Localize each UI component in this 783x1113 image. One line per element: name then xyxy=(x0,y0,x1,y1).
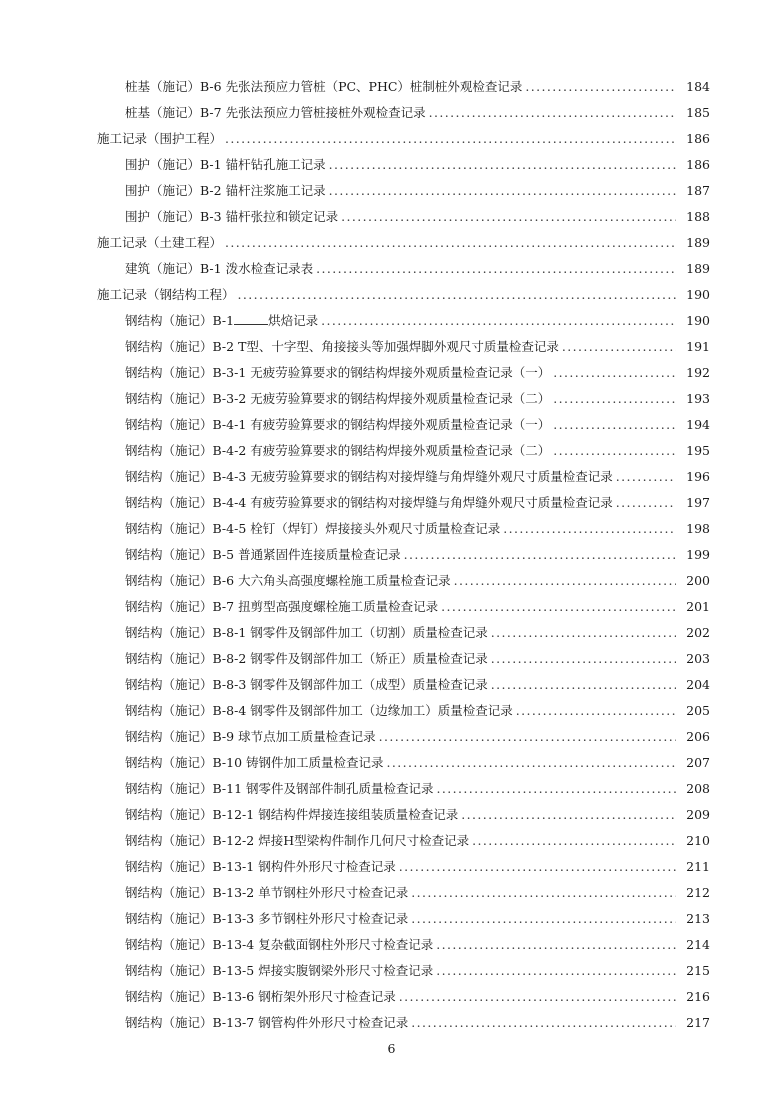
toc-entry-title xyxy=(125,883,408,901)
toc-entry-title xyxy=(125,909,408,927)
toc-entry-page: 210 xyxy=(686,832,710,848)
toc-entry-title xyxy=(125,1013,408,1031)
toc-entry-title-text: 钢结构（施记）B-6 大六角头高强度螺栓施工质量检查记录 xyxy=(125,573,451,588)
dot-leader xyxy=(321,313,676,328)
toc-entry[interactable] xyxy=(0,775,783,801)
toc-entry-title-text: 钢结构（施记）B-2 T型、十字型、角接接头等加强焊脚外观尺寸质量检查记录 xyxy=(125,339,559,354)
dot-leader xyxy=(437,781,676,796)
toc-entry-title-text: 施工记录（土建工程） xyxy=(97,235,223,250)
toc-entry-title xyxy=(125,207,338,225)
toc-entry-title-suffix: 烘焙记录 xyxy=(268,313,319,328)
toc-entry-page: 216 xyxy=(686,988,710,1004)
toc-entry[interactable] xyxy=(0,931,783,957)
dot-leader xyxy=(525,79,676,94)
toc-entry-title-text: 钢结构（施记）B-4-4 有疲劳验算要求的钢结构对接焊缝与角焊缝外观尺寸质量检查记录 xyxy=(125,495,613,510)
toc-entry-title-text: 桩基（施记）B-7 先张法预应力管桩接桩外观检查记录 xyxy=(125,105,426,120)
toc-entry-title-text: 钢结构（施记）B-7 扭剪型高强度螺栓施工质量检查记录 xyxy=(125,599,439,614)
toc-entry[interactable] xyxy=(0,515,783,541)
toc-entry-title xyxy=(125,415,550,433)
toc-entry-title-text: 施工记录（钢结构工程） xyxy=(97,287,235,302)
toc-entry-title-text: 围护（施记）B-1 锚杆钻孔施工记录 xyxy=(125,157,326,172)
dot-leader xyxy=(436,937,676,952)
toc-entry-title xyxy=(125,753,384,771)
toc-entry-page: 184 xyxy=(686,78,710,94)
toc-section-entry[interactable] xyxy=(0,281,783,307)
toc-entry-title-text: 钢结构（施记）B-4-2 有疲劳验算要求的钢结构焊接外观质量检查记录（二） xyxy=(125,443,551,458)
toc-entry-title-text: 钢结构（施记）B-13-4 复杂截面钢柱外形尺寸检查记录 xyxy=(125,937,434,952)
toc-entry-page: 215 xyxy=(686,962,710,978)
toc-entry-title-text: 钢结构（施记）B-13-5 焊接实腹钢梁外形尺寸检查记录 xyxy=(125,963,434,978)
dot-leader xyxy=(399,989,676,1004)
table-of-contents xyxy=(0,73,783,1035)
toc-entry-page: 211 xyxy=(686,858,710,874)
toc-entry-title xyxy=(125,337,559,355)
toc-entry-title-text: 桩基（施记）B-6 先张法预应力管桩（PC、PHC）桩制桩外观检查记录 xyxy=(125,79,523,94)
toc-entry-title xyxy=(125,597,438,615)
toc-entry-page: 202 xyxy=(686,624,710,640)
toc-entry-title xyxy=(97,233,222,251)
toc-entry-title-text: 钢结构（施记）B-12-2 焊接H型梁构件制作几何尺寸检查记录 xyxy=(125,833,470,848)
toc-entry-page: 193 xyxy=(686,390,710,406)
toc-entry-title xyxy=(125,675,488,693)
toc-entry-page: 188 xyxy=(686,208,710,224)
dot-leader xyxy=(491,651,676,666)
toc-entry-title xyxy=(125,961,433,979)
toc-entry-title xyxy=(125,701,513,719)
toc-entry-title-text: 围护（施记）B-3 锚杆张拉和锁定记录 xyxy=(125,209,339,224)
toc-entry-page: 214 xyxy=(686,936,710,952)
toc-entry-title xyxy=(125,493,613,511)
toc-entry-title-text: 钢结构（施记）B-11 钢零件及钢部件制孔质量检查记录 xyxy=(125,781,434,796)
toc-entry-page: 198 xyxy=(686,520,710,536)
toc-entry-title-text: 钢结构（施记）B-13-3 多节钢柱外形尺寸检查记录 xyxy=(125,911,409,926)
toc-entry[interactable] xyxy=(0,905,783,931)
toc-entry[interactable] xyxy=(0,619,783,645)
dot-leader xyxy=(436,963,676,978)
dot-leader xyxy=(491,677,676,692)
dot-leader xyxy=(411,911,676,926)
dot-leader xyxy=(411,1015,676,1030)
toc-entry-title-text: 钢结构（施记）B-13-1 钢构件外形尺寸检查记录 xyxy=(125,859,396,874)
toc-entry[interactable] xyxy=(0,801,783,827)
toc-entry[interactable] xyxy=(0,697,783,723)
dot-leader xyxy=(329,183,676,198)
dot-leader xyxy=(472,833,676,848)
toc-entry-page: 208 xyxy=(686,780,710,796)
dot-leader xyxy=(616,495,676,510)
toc-entry[interactable] xyxy=(0,1009,783,1035)
toc-entry-title xyxy=(125,363,550,381)
toc-entry-page: 185 xyxy=(686,104,710,120)
dot-leader xyxy=(553,365,676,380)
toc-entry[interactable] xyxy=(0,749,783,775)
toc-entry[interactable] xyxy=(0,203,783,229)
toc-entry-title-text: 钢结构（施记）B-4-3 无疲劳验算要求的钢结构对接焊缝与角焊缝外观尺寸质量检查记录 xyxy=(125,469,613,484)
toc-entry[interactable] xyxy=(0,177,783,203)
toc-entry[interactable] xyxy=(0,437,783,463)
toc-entry-title xyxy=(125,571,451,589)
toc-entry[interactable] xyxy=(0,411,783,437)
toc-entry[interactable] xyxy=(0,307,783,333)
toc-entry-title xyxy=(125,649,488,667)
toc-entry[interactable] xyxy=(0,359,783,385)
dot-leader xyxy=(399,859,676,874)
toc-entry-page: 212 xyxy=(686,884,710,900)
toc-entry-title-text: 钢结构（施记）B-3-2 无疲劳验算要求的钢结构焊接外观质量检查记录（二） xyxy=(125,391,551,406)
toc-entry-page: 187 xyxy=(686,182,710,198)
toc-entry[interactable] xyxy=(0,151,783,177)
toc-entry-page: 196 xyxy=(686,468,710,484)
dot-leader xyxy=(454,573,676,588)
dot-leader xyxy=(387,755,676,770)
toc-section-entry[interactable] xyxy=(0,125,783,151)
toc-entry-page: 189 xyxy=(686,260,710,276)
toc-entry-title xyxy=(125,103,426,121)
toc-entry-title-text: 建筑（施记）B-1 泼水检查记录表 xyxy=(125,261,314,276)
toc-entry-title-text: 钢结构（施记）B-5 普通紧固件连接质量检查记录 xyxy=(125,547,401,562)
toc-entry[interactable] xyxy=(0,957,783,983)
dot-leader xyxy=(316,261,676,276)
dot-leader xyxy=(553,443,676,458)
toc-entry-page: 195 xyxy=(686,442,710,458)
toc-entry-page: 186 xyxy=(686,130,710,146)
toc-entry-title xyxy=(125,181,326,199)
toc-entry-title-text: 钢结构（施记）B-13-2 单节钢柱外形尺寸检查记录 xyxy=(125,885,409,900)
toc-entry-title xyxy=(125,935,433,953)
toc-entry[interactable] xyxy=(0,73,783,99)
toc-entry-title-text: 围护（施记）B-2 锚杆注浆施工记录 xyxy=(125,183,326,198)
toc-entry-page: 194 xyxy=(686,416,710,432)
dot-leader xyxy=(553,391,676,406)
blank-underline xyxy=(234,313,268,325)
toc-entry-title-text: 钢结构（施记）B-12-1 钢结构件焊接连接组装质量检查记录 xyxy=(125,807,459,822)
toc-entry-title-text: 钢结构（施记）B-8-2 钢零件及钢部件加工（矫正）质量检查记录 xyxy=(125,651,488,666)
toc-entry-page: 190 xyxy=(686,286,710,302)
toc-entry[interactable] xyxy=(0,593,783,619)
toc-entry[interactable] xyxy=(0,645,783,671)
dot-leader xyxy=(329,157,676,172)
dot-leader xyxy=(503,521,676,536)
dot-leader xyxy=(553,417,676,432)
toc-entry-title xyxy=(125,623,488,641)
toc-entry[interactable] xyxy=(0,567,783,593)
dot-leader xyxy=(491,625,676,640)
toc-entry-title-text: 钢结构（施记）B-10 铸钢件加工质量检查记录 xyxy=(125,755,384,770)
dot-leader xyxy=(411,885,676,900)
toc-entry-title xyxy=(125,441,550,459)
toc-entry-page: 197 xyxy=(686,494,710,510)
toc-entry[interactable] xyxy=(0,255,783,281)
toc-entry-page: 206 xyxy=(686,728,710,744)
toc-entry-page: 213 xyxy=(686,910,710,926)
toc-entry-title xyxy=(125,831,469,849)
toc-entry-title xyxy=(125,805,458,823)
toc-entry[interactable] xyxy=(0,853,783,879)
dot-leader xyxy=(404,547,676,562)
toc-entry-title xyxy=(125,311,318,329)
toc-entry-page: 189 xyxy=(686,234,710,250)
toc-entry-title-text: 钢结构（施记）B-13-6 钢桁架外形尺寸检查记录 xyxy=(125,989,396,1004)
toc-entry-page: 199 xyxy=(686,546,710,562)
toc-entry-title xyxy=(125,259,313,277)
toc-entry-title-text: 钢结构（施记）B-8-4 钢零件及钢部件加工（边缘加工）质量检查记录 xyxy=(125,703,513,718)
dot-leader xyxy=(441,599,676,614)
toc-entry-title xyxy=(125,779,434,797)
dot-leader xyxy=(429,105,676,120)
toc-entry-title-text: 钢结构（施记）B-3-1 无疲劳验算要求的钢结构焊接外观质量检查记录（一） xyxy=(125,365,551,380)
toc-entry-title xyxy=(125,467,613,485)
toc-section-entry[interactable] xyxy=(0,229,783,255)
dot-leader xyxy=(225,235,676,250)
page-number: 6 xyxy=(387,1041,396,1056)
toc-entry-page: 186 xyxy=(686,156,710,172)
toc-entry-page: 205 xyxy=(686,702,710,718)
dot-leader xyxy=(562,339,676,354)
toc-entry-title-text: 钢结构（施记）B-1 xyxy=(125,313,235,328)
dot-leader xyxy=(341,209,676,224)
toc-entry-title xyxy=(125,155,326,173)
toc-entry-title xyxy=(125,77,522,95)
toc-entry-title-text: 钢结构（施记）B-13-7 钢管构件外形尺寸检查记录 xyxy=(125,1015,409,1030)
dot-leader xyxy=(516,703,676,718)
toc-entry[interactable] xyxy=(0,983,783,1009)
toc-entry-title xyxy=(125,727,376,745)
dot-leader xyxy=(461,807,676,822)
toc-entry-title xyxy=(125,987,396,1005)
toc-entry-title-text: 钢结构（施记）B-8-3 钢零件及钢部件加工（成型）质量检查记录 xyxy=(125,677,488,692)
toc-entry-page: 192 xyxy=(686,364,710,380)
toc-entry-title xyxy=(125,389,550,407)
toc-entry-title xyxy=(97,285,235,303)
toc-entry[interactable] xyxy=(0,489,783,515)
toc-entry[interactable] xyxy=(0,879,783,905)
dot-leader xyxy=(379,729,676,744)
toc-entry-title-text: 钢结构（施记）B-4-1 有疲劳验算要求的钢结构焊接外观质量检查记录（一） xyxy=(125,417,551,432)
toc-entry[interactable] xyxy=(0,385,783,411)
toc-entry[interactable] xyxy=(0,723,783,749)
toc-entry[interactable] xyxy=(0,671,783,697)
toc-entry-page: 203 xyxy=(686,650,710,666)
toc-entry[interactable] xyxy=(0,541,783,567)
toc-entry-page: 207 xyxy=(686,754,710,770)
toc-entry-title-text: 钢结构（施记）B-9 球节点加工质量检查记录 xyxy=(125,729,376,744)
dot-leader xyxy=(225,131,676,146)
toc-entry-page: 209 xyxy=(686,806,710,822)
toc-entry[interactable] xyxy=(0,827,783,853)
dot-leader xyxy=(616,469,676,484)
toc-entry-title xyxy=(97,129,222,147)
toc-entry-title xyxy=(125,857,396,875)
toc-entry-title xyxy=(125,545,401,563)
toc-entry-page: 190 xyxy=(686,312,710,328)
toc-entry[interactable] xyxy=(0,99,783,125)
toc-entry-title-text: 钢结构（施记）B-4-5 栓钉（焊钉）焊接接头外观尺寸质量检查记录 xyxy=(125,521,501,536)
toc-entry-page: 217 xyxy=(686,1014,710,1030)
toc-entry[interactable] xyxy=(0,333,783,359)
toc-entry-page: 201 xyxy=(686,598,710,614)
toc-entry-title xyxy=(125,519,500,537)
toc-entry[interactable] xyxy=(0,463,783,489)
toc-entry-page: 191 xyxy=(686,338,710,354)
toc-entry-title-text: 施工记录（围护工程） xyxy=(97,131,223,146)
toc-entry-title-text: 钢结构（施记）B-8-1 钢零件及钢部件加工（切割）质量检查记录 xyxy=(125,625,488,640)
dot-leader xyxy=(238,287,676,302)
toc-entry-page: 200 xyxy=(686,572,710,588)
toc-entry-page: 204 xyxy=(686,676,710,692)
